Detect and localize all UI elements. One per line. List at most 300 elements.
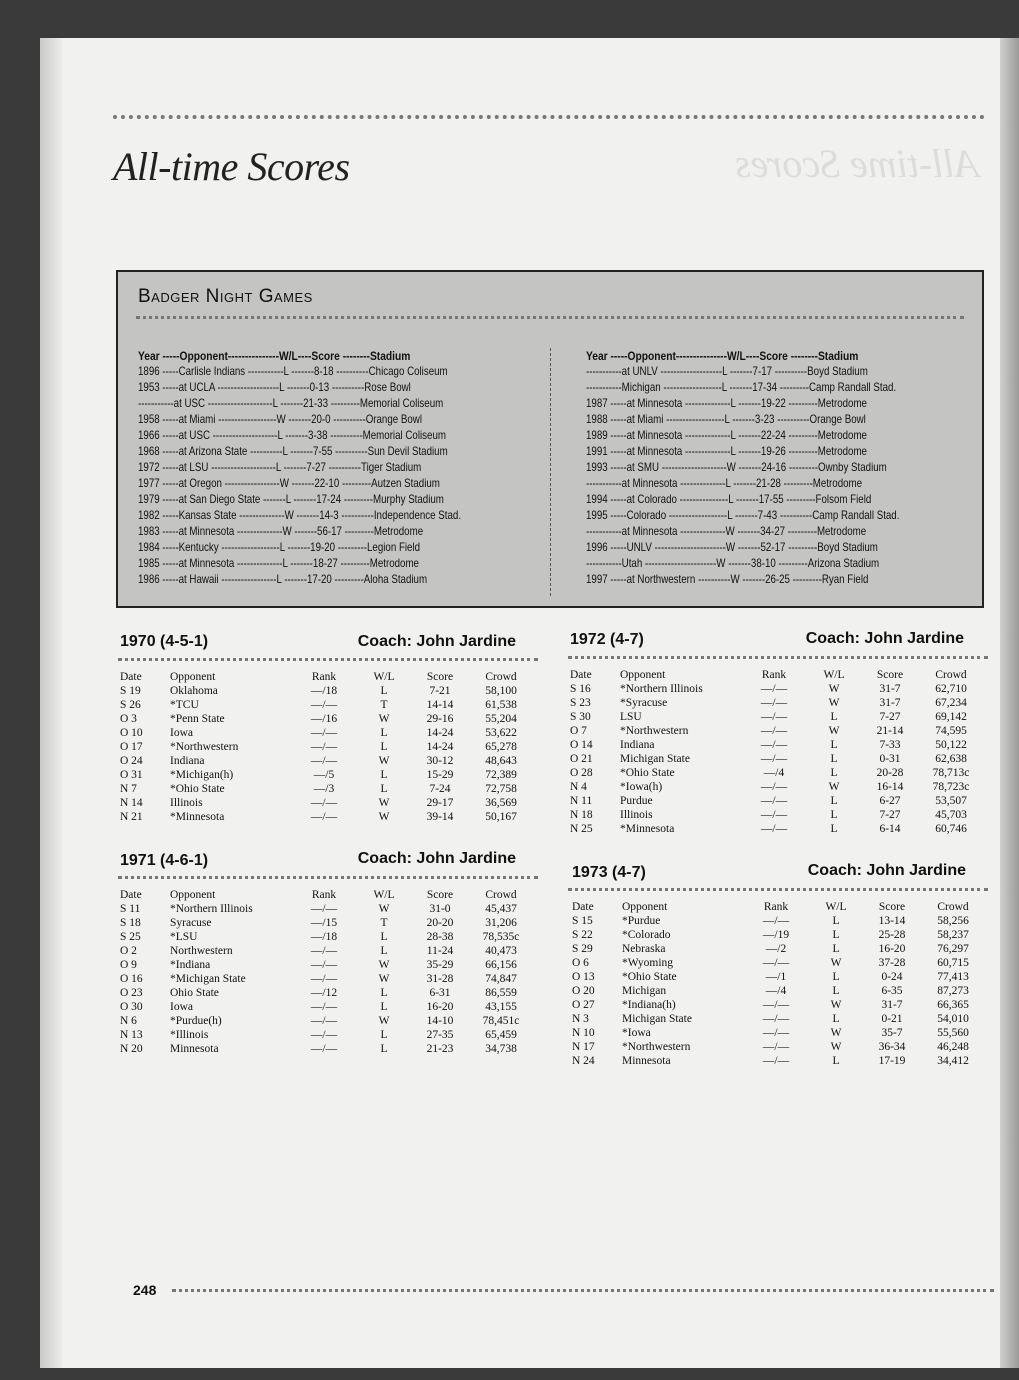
- cell-score: 7-27: [879, 809, 901, 821]
- season-rule-1972: [568, 656, 988, 659]
- cell-score: 7-27: [879, 711, 901, 723]
- night-games-divider: [550, 348, 551, 596]
- cell-rank: —/—: [762, 915, 790, 927]
- cell-date: S 11: [120, 903, 141, 915]
- cell-date: O 23: [120, 987, 143, 999]
- cell-rank: —/—: [310, 1043, 338, 1055]
- cell-crowd: 78,451c: [482, 1015, 520, 1027]
- cell-rank: —/4: [765, 985, 787, 997]
- top-dotted-rule: [113, 115, 985, 119]
- cell-crowd: 76,297: [937, 943, 969, 955]
- cell-result: L: [380, 769, 388, 781]
- cell-score: 16-14: [876, 781, 904, 793]
- cell-score: 0-21: [881, 1013, 903, 1025]
- cell-score: 0-24: [881, 971, 903, 983]
- cell-result: W: [828, 725, 840, 737]
- cell-opponent: Iowa: [170, 1001, 193, 1013]
- cell-crowd: 74,847: [485, 973, 517, 985]
- cell-rank: —/2: [765, 943, 787, 955]
- cell-crowd: 69,142: [935, 711, 967, 723]
- cell-result: L: [380, 945, 388, 957]
- cell-score: 13-14: [878, 915, 906, 927]
- cell-result: W: [378, 903, 390, 915]
- night-game-row: 1993 -----at SMU --------------------W -------24-16 ---------Ownby Stadium: [586, 461, 887, 474]
- table-row: [120, 796, 530, 810]
- cell-crowd: 50,167: [485, 811, 517, 823]
- cell-result: T: [380, 917, 388, 929]
- cell-result: L: [380, 783, 388, 795]
- cell-crowd: 74,595: [935, 725, 967, 737]
- schedule-1973: [572, 900, 982, 1068]
- cell-result: L: [380, 1043, 388, 1055]
- cell-rank: —/18: [310, 931, 338, 943]
- column-header-opponent: Opponent: [622, 901, 668, 913]
- cell-opponent: Purdue: [620, 795, 653, 807]
- cell-result: L: [380, 1029, 388, 1041]
- table-row: [570, 752, 980, 766]
- cell-rank: —/—: [310, 1029, 338, 1041]
- badger-night-games-box: [116, 270, 984, 608]
- night-game-row: 1984 -----Kentucky ------------------L -------19-20 ---------Legion Field: [138, 541, 421, 554]
- cell-opponent: *Minnesota: [620, 823, 675, 835]
- cell-date: S 16: [570, 683, 591, 695]
- night-game-row: 1988 -----at Miami ------------------L -------3-23 ----------Orange Bowl: [586, 413, 866, 426]
- cell-opponent: Michigan State: [620, 753, 690, 765]
- column-header-score: Score: [878, 901, 906, 913]
- cell-score: 21-23: [426, 1043, 454, 1055]
- table-row: [120, 1000, 530, 1014]
- night-game-row: 1994 -----at Colorado ---------------L -------17-55 ---------Folsom Field: [586, 493, 872, 506]
- cell-score: 28-38: [426, 931, 454, 943]
- cell-result: W: [828, 781, 840, 793]
- cell-result: L: [830, 739, 838, 751]
- cell-result: W: [378, 959, 390, 971]
- cell-opponent: *Ohio State: [620, 767, 675, 779]
- cell-crowd: 78,713c: [932, 767, 970, 779]
- season-title-1973: 1973 (4-7): [572, 864, 646, 881]
- cell-opponent: *TCU: [170, 699, 199, 711]
- coach-1970: Coach: John Jardine: [357, 633, 516, 650]
- column-header-result: W/L: [823, 669, 845, 681]
- cell-crowd: 72,389: [485, 769, 517, 781]
- cell-date: O 2: [120, 945, 137, 957]
- cell-date: O 7: [570, 725, 587, 737]
- cell-rank: —/—: [310, 741, 338, 753]
- table-row: [572, 1054, 982, 1068]
- schedule-1972: [570, 668, 980, 836]
- cell-crowd: 86,559: [485, 987, 517, 999]
- column-header-date: Date: [572, 901, 594, 913]
- cell-crowd: 48,643: [485, 755, 517, 767]
- cell-result: L: [832, 1055, 840, 1067]
- cell-result: L: [830, 767, 838, 779]
- cell-date: N 3: [572, 1013, 589, 1025]
- cell-result: W: [378, 1015, 390, 1027]
- cell-score: 17-19: [878, 1055, 906, 1067]
- night-game-row: -----------at Minnesota --------------L -------21-28 ---------Metrodome: [586, 477, 863, 490]
- cell-score: 31-7: [881, 999, 903, 1011]
- cell-crowd: 77,413: [937, 971, 969, 983]
- cell-score: 27-35: [426, 1029, 454, 1041]
- night-game-row: 1991 -----at Minnesota --------------L -------19-26 ---------Metrodome: [586, 445, 867, 458]
- table-row: [570, 794, 980, 808]
- cell-opponent: *Northern Illinois: [620, 683, 703, 695]
- cell-opponent: Michigan: [622, 985, 667, 997]
- cell-opponent: *Illinois: [170, 1029, 209, 1041]
- cell-rank: —/—: [762, 999, 790, 1011]
- table-row: [120, 768, 530, 782]
- cell-result: L: [832, 985, 840, 997]
- cell-opponent: *Purdue: [622, 915, 661, 927]
- cell-opponent: *Minnesota: [170, 811, 225, 823]
- cell-result: L: [380, 987, 388, 999]
- cell-score: 29-16: [426, 713, 454, 725]
- cell-opponent: Nebraska: [622, 943, 666, 955]
- cell-rank: —/12: [310, 987, 338, 999]
- cell-crowd: 53,622: [485, 727, 517, 739]
- cell-score: 39-14: [426, 811, 454, 823]
- table-row: [120, 944, 530, 958]
- column-header-result: W/L: [373, 671, 395, 683]
- cell-rank: —/4: [763, 767, 785, 779]
- cell-result: L: [830, 809, 838, 821]
- night-game-row: 1986 -----at Hawaii -----------------L -------17-20 ---------Aloha Stadium: [138, 573, 428, 586]
- cell-date: O 9: [120, 959, 137, 971]
- cell-crowd: 55,560: [937, 1027, 969, 1039]
- table-row: [572, 914, 982, 928]
- cell-result: L: [380, 727, 388, 739]
- cell-rank: —/16: [310, 713, 338, 725]
- cell-rank: —/1: [765, 971, 787, 983]
- column-header-rank: Rank: [311, 889, 337, 901]
- cell-date: N 20: [120, 1043, 143, 1055]
- night-game-row: 1989 -----at Minnesota --------------L -------22-24 ---------Metrodome: [586, 429, 867, 442]
- night-games-right-column: [586, 348, 959, 588]
- cell-opponent: *Indiana(h): [622, 999, 676, 1011]
- cell-opponent: LSU: [620, 711, 642, 723]
- table-header-row: [572, 900, 982, 914]
- table-row: [572, 1012, 982, 1026]
- cell-result: L: [832, 971, 840, 983]
- cell-rank: —/—: [310, 797, 338, 809]
- column-header-rank: Rank: [761, 669, 787, 681]
- cell-crowd: 87,273: [937, 985, 969, 997]
- cell-score: 36-34: [878, 1041, 906, 1053]
- table-row: [572, 1040, 982, 1054]
- cell-rank: —/—: [310, 811, 338, 823]
- cell-crowd: 54,010: [937, 1013, 969, 1025]
- cell-date: O 14: [570, 739, 593, 751]
- cell-opponent: *Ohio State: [170, 783, 225, 795]
- cell-crowd: 45,437: [485, 903, 517, 915]
- cell-rank: —/—: [760, 711, 788, 723]
- night-game-row: 1985 -----at Minnesota --------------L -------18-27 ---------Metrodome: [138, 557, 419, 570]
- season-title-1971: 1971 (4-6-1): [120, 852, 209, 869]
- cell-crowd: 66,156: [485, 959, 517, 971]
- season-rule-1970: [118, 658, 538, 661]
- cell-score: 31-7: [879, 697, 901, 709]
- cell-score: 16-20: [426, 1001, 454, 1013]
- cell-crowd: 58,256: [937, 915, 969, 927]
- table-row: [570, 682, 980, 696]
- footer-dotted-rule: [172, 1289, 994, 1292]
- cell-score: 31-7: [879, 683, 901, 695]
- table-row: [120, 958, 530, 972]
- page-number: 248: [133, 1282, 157, 1298]
- cell-crowd: 46,248: [937, 1041, 969, 1053]
- cell-opponent: *Northern Illinois: [170, 903, 253, 915]
- table-row: [120, 712, 530, 726]
- cell-date: S 18: [120, 917, 141, 929]
- cell-result: L: [832, 929, 840, 941]
- cell-crowd: 40,473: [485, 945, 517, 957]
- table-header-row: [120, 888, 530, 902]
- cell-score: 7-24: [429, 783, 451, 795]
- column-header-opponent: Opponent: [170, 889, 216, 901]
- cell-date: S 15: [572, 915, 593, 927]
- cell-result: W: [828, 683, 840, 695]
- table-row: [120, 726, 530, 740]
- cell-score: 35-29: [426, 959, 454, 971]
- table-row: [120, 916, 530, 930]
- cell-rank: —/—: [762, 1041, 790, 1053]
- cell-crowd: 36,569: [485, 797, 517, 809]
- cell-result: L: [832, 943, 840, 955]
- cell-result: W: [830, 1027, 842, 1039]
- night-game-row: -----------at Minnesota --------------W -------34-27 ---------Metrodome: [586, 525, 867, 538]
- cell-crowd: 45,703: [935, 809, 967, 821]
- column-header-score: Score: [426, 889, 454, 901]
- table-row: [570, 738, 980, 752]
- cell-opponent: *Penn State: [170, 713, 225, 725]
- cell-result: L: [830, 753, 838, 765]
- table-row: [572, 970, 982, 984]
- cell-result: L: [830, 711, 838, 723]
- table-row: [570, 724, 980, 738]
- cell-rank: —/—: [762, 1027, 790, 1039]
- cell-score: 37-28: [878, 957, 906, 969]
- cell-opponent: Indiana: [620, 739, 655, 751]
- cell-opponent: Ohio State: [170, 987, 219, 999]
- column-header-crowd: Crowd: [485, 889, 517, 901]
- cell-rank: —/19: [762, 929, 790, 941]
- coach-1972: Coach: John Jardine: [805, 630, 964, 647]
- cell-result: T: [380, 699, 388, 711]
- cell-crowd: 55,204: [485, 713, 517, 725]
- column-header-score: Score: [876, 669, 904, 681]
- cell-opponent: Northwestern: [170, 945, 233, 957]
- table-row: [572, 984, 982, 998]
- night-game-row: 1972 -----at LSU --------------------L -------7-27 ----------Tiger Stadium: [138, 461, 422, 474]
- cell-score: 31-28: [426, 973, 454, 985]
- night-games-title: Badger Night Games: [138, 286, 313, 307]
- night-game-row: -----------Utah ----------------------W -------38-10 ---------Arizona Stadium: [586, 557, 880, 570]
- cell-opponent: Minnesota: [170, 1043, 219, 1055]
- cell-score: 7-33: [879, 739, 901, 751]
- season-title-1972: 1972 (4-7): [570, 631, 644, 648]
- column-header-date: Date: [570, 669, 592, 681]
- cell-date: S 25: [120, 931, 141, 943]
- night-game-row: 1953 -----at UCLA -------------------L -------0-13 ----------Rose Bowl: [138, 381, 411, 394]
- table-row: [120, 902, 530, 916]
- cell-rank: —/5: [313, 769, 335, 781]
- cell-date: N 21: [120, 811, 143, 823]
- cell-score: 14-24: [426, 741, 454, 753]
- table-row: [570, 696, 980, 710]
- table-row: [120, 810, 530, 824]
- table-row: [120, 972, 530, 986]
- cell-score: 35-7: [881, 1027, 903, 1039]
- cell-opponent: Minnesota: [622, 1055, 671, 1067]
- night-game-row: 1968 -----at Arizona State ----------L -------7-55 ----------Sun Devil Stadium: [138, 445, 448, 458]
- night-game-row: 1966 -----at USC --------------------L -------3-38 ----------Memorial Coliseum: [138, 429, 446, 442]
- night-game-row: 1983 -----at Minnesota --------------W -------56-17 ---------Metrodome: [138, 525, 424, 538]
- season-rule-1973: [568, 888, 988, 891]
- schedule-1970: [120, 670, 530, 824]
- cell-score: 6-27: [879, 795, 901, 807]
- cell-crowd: 34,412: [937, 1055, 969, 1067]
- cell-score: 14-10: [426, 1015, 454, 1027]
- cell-date: O 27: [572, 999, 595, 1011]
- table-row: [572, 1026, 982, 1040]
- cell-opponent: *Colorado: [622, 929, 671, 941]
- cell-date: S 30: [570, 711, 591, 723]
- cell-rank: —/—: [760, 683, 788, 695]
- cell-date: N 13: [120, 1029, 143, 1041]
- cell-result: W: [378, 755, 390, 767]
- cell-date: O 6: [572, 957, 589, 969]
- night-games-dotted-rule: [136, 316, 964, 319]
- cell-rank: —/—: [760, 823, 788, 835]
- cell-date: N 17: [572, 1041, 595, 1053]
- cell-result: W: [830, 999, 842, 1011]
- cell-result: W: [378, 811, 390, 823]
- cell-crowd: 62,710: [935, 683, 967, 695]
- page-title: All-time Scores: [113, 144, 350, 189]
- cell-result: W: [378, 797, 390, 809]
- table-row: [120, 1042, 530, 1056]
- cell-crowd: 61,538: [485, 699, 517, 711]
- cell-opponent: Oklahoma: [170, 685, 218, 697]
- cell-date: S 19: [120, 685, 141, 697]
- season-title-1970: 1970 (4-5-1): [120, 633, 209, 650]
- night-game-row: 1958 -----at Miami ------------------W -------20-0 ----------Orange Bowl: [138, 413, 422, 426]
- cell-opponent: *Northwestern: [170, 741, 239, 753]
- cell-date: O 31: [120, 769, 143, 781]
- cell-rank: —/—: [310, 1015, 338, 1027]
- cell-opponent: *Wyoming: [622, 957, 674, 969]
- cell-crowd: 60,746: [935, 823, 967, 835]
- cell-rank: —/—: [760, 781, 788, 793]
- cell-result: W: [378, 973, 390, 985]
- cell-rank: —/—: [762, 1055, 790, 1067]
- table-row: [572, 998, 982, 1012]
- page-edge: [1000, 38, 1019, 1368]
- cell-crowd: 58,100: [485, 685, 517, 697]
- cell-rank: —/—: [310, 727, 338, 739]
- night-game-row: 1987 -----at Minnesota --------------L -------19-22 ---------Metrodome: [586, 397, 867, 410]
- schedule-1971: [120, 888, 530, 1056]
- cell-crowd: 31,206: [485, 917, 517, 929]
- cell-date: O 17: [120, 741, 143, 753]
- cell-score: 6-14: [879, 823, 901, 835]
- cell-rank: —/—: [310, 699, 338, 711]
- cell-rank: —/—: [762, 1013, 790, 1025]
- night-game-row: 1979 -----at San Diego State -------L -------17-24 ---------Murphy Stadium: [138, 493, 444, 506]
- cell-date: O 21: [570, 753, 593, 765]
- cell-date: N 11: [570, 795, 593, 807]
- cell-result: W: [378, 713, 390, 725]
- cell-crowd: 60,715: [937, 957, 969, 969]
- cell-opponent: Syracuse: [170, 917, 212, 929]
- cell-opponent: *Ohio State: [622, 971, 677, 983]
- table-row: [570, 822, 980, 836]
- night-game-row: 1996 -----UNLV ----------------------W -------52-17 ---------Boyd Stadium: [586, 541, 878, 554]
- cell-date: N 6: [120, 1015, 137, 1027]
- column-header-crowd: Crowd: [937, 901, 969, 913]
- cell-crowd: 53,507: [935, 795, 967, 807]
- cell-score: 31-0: [429, 903, 451, 915]
- table-row: [572, 928, 982, 942]
- cell-result: L: [830, 823, 838, 835]
- night-games-header: Year -----Opponent---------------W/L----Score --------Stadium: [586, 349, 859, 363]
- cell-result: W: [830, 957, 842, 969]
- cell-score: 14-14: [426, 699, 454, 711]
- table-header-row: [570, 668, 980, 682]
- cell-rank: —/18: [310, 685, 338, 697]
- cell-opponent: *LSU: [170, 931, 198, 943]
- table-row: [570, 710, 980, 724]
- cell-opponent: Illinois: [170, 797, 203, 809]
- cell-rank: —/—: [310, 973, 338, 985]
- cell-crowd: 78,535c: [482, 931, 520, 943]
- night-games-header: Year -----Opponent---------------W/L----Score --------Stadium: [138, 349, 411, 363]
- cell-score: 30-12: [426, 755, 454, 767]
- cell-result: L: [832, 915, 840, 927]
- cell-score: 16-20: [878, 943, 906, 955]
- table-row: [572, 942, 982, 956]
- column-header-crowd: Crowd: [935, 669, 967, 681]
- table-row: [570, 808, 980, 822]
- cell-crowd: 65,278: [485, 741, 517, 753]
- cell-date: N 14: [120, 797, 143, 809]
- cell-rank: —/—: [760, 753, 788, 765]
- cell-date: N 25: [570, 823, 593, 835]
- table-row: [120, 754, 530, 768]
- night-game-row: 1977 -----at Oregon -----------------W -------22-10 ---------Autzen Stadium: [138, 477, 440, 490]
- cell-rank: —/—: [310, 903, 338, 915]
- night-games-left-column: [138, 348, 523, 588]
- cell-crowd: 72,758: [485, 783, 517, 795]
- cell-date: O 10: [120, 727, 143, 739]
- cell-rank: —/—: [310, 945, 338, 957]
- cell-result: L: [830, 795, 838, 807]
- coach-1971: Coach: John Jardine: [357, 850, 516, 867]
- cell-date: O 13: [572, 971, 595, 983]
- column-header-crowd: Crowd: [485, 671, 517, 683]
- cell-rank: —/15: [310, 917, 338, 929]
- cell-score: 29-17: [426, 797, 454, 809]
- cell-rank: —/—: [760, 697, 788, 709]
- cell-opponent: Indiana: [170, 755, 205, 767]
- bleed-through-title: All-time Scores: [735, 141, 980, 186]
- cell-crowd: 66,365: [937, 999, 969, 1011]
- cell-crowd: 62,638: [935, 753, 967, 765]
- column-header-rank: Rank: [311, 671, 337, 683]
- cell-crowd: 58,237: [937, 929, 969, 941]
- cell-date: S 29: [572, 943, 593, 955]
- cell-result: W: [830, 1041, 842, 1053]
